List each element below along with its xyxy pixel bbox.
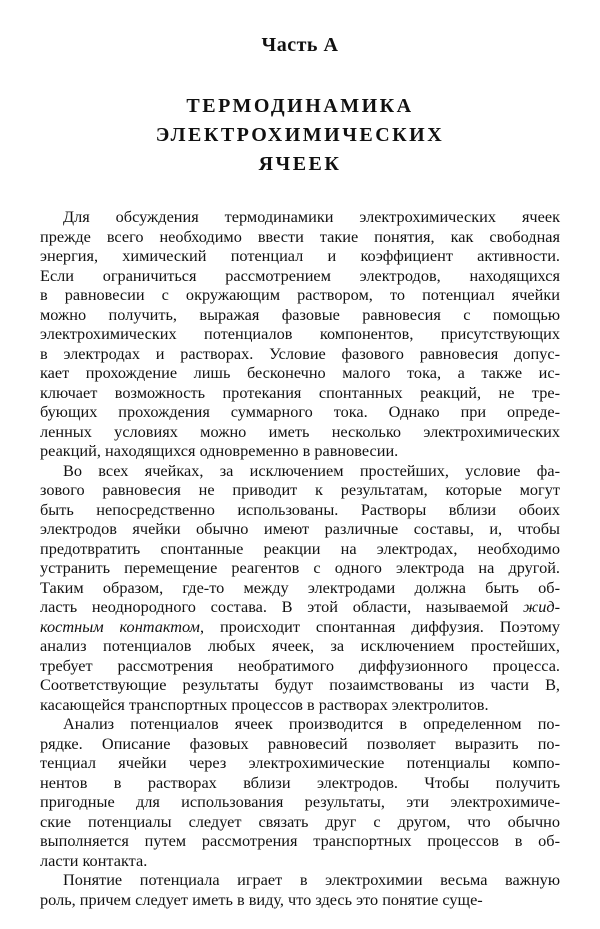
paragraph	[40, 207, 560, 461]
text-line: анализ потенциалов любых ячеек, за исключением простейших,	[40, 636, 560, 655]
text-line: Для обсуждения термодинамики электрохимических ячеек	[63, 207, 560, 226]
text-line: ские потенциалы следует связать друг с другом, что обычно	[40, 811, 560, 831]
text-line: Таким образом, где-то между электродами должна быть об-	[40, 577, 560, 597]
text-line: кает прохождение лишь бесконечно малого тока, а также ис-	[40, 363, 560, 382]
text-line: ленных условиях можно иметь несколько электрохимических	[40, 421, 560, 441]
text-line: ласть неоднородного состава. В этой области, называемой жид-	[40, 597, 560, 616]
text-line: нентов в растворах вблизи электродов. Чтобы получить	[40, 772, 560, 792]
part-title: Часть А	[261, 34, 339, 56]
text-line: можно получить, выражая фазовые равновесия с помощью	[40, 304, 560, 324]
text-line: рядке. Описание фазовых равновесий позволяет выразить по-	[40, 733, 560, 753]
text-line: ласти контакта.	[40, 850, 148, 870]
text-line: пригодные для использования результаты, эти электрохимиче-	[40, 792, 560, 811]
chapter-title	[40, 92, 560, 179]
text-line: быть непосредственно использованы. Растворы вблизи обоих	[40, 499, 560, 519]
text-line: реакций, находящихся одновременно в равновесии.	[40, 441, 399, 460]
text-line: устранить перемещение реагентов с одного электрода на другой.	[40, 558, 560, 577]
text-line: Во всех ячейках, за исключением простейших, условие фа-	[63, 460, 560, 480]
text-line: электродов ячейки обычно имеют различные составы, и, чтобы	[40, 519, 560, 538]
text-line: ключает возможность протекания спонтанных реакций, не тре-	[40, 382, 560, 402]
text-line: роль, причем следует иметь в виду, что здесь это понятие суще-	[40, 889, 483, 909]
text-line: Если ограничиться рассмотрением электродов, находящихся	[40, 265, 560, 285]
chapter-title-line-2: ЯЧЕЕК	[258, 153, 342, 175]
text-line: Анализ потенциалов ячеек производится в определенном по-	[63, 714, 560, 733]
text-line: требует рассмотрения необратимого диффузионного процесса.	[40, 655, 560, 675]
text-line: в электродах и растворах. Условие фазового равновесия допус-	[40, 343, 560, 363]
text-line: электрохимических потенциалов компонентов, присутствующих	[40, 324, 560, 343]
text-line: бующих прохождения суммарного тока. Однако при опреде-	[40, 402, 560, 421]
text-line: предотвратить спонтанные реакции на электродах, необходимо	[40, 538, 560, 558]
text-line: костным контактом, происходит спонтанная диффузия. Поэтому	[40, 616, 560, 636]
italic-term: костным контактом	[40, 616, 200, 636]
chapter-title-line-1: ТЕРМОДИНАМИКА ЭЛЕКТРОХИМИЧЕСКИХ	[155, 95, 445, 146]
text-line: Соответствующие результаты будут позаимствованы из части В,	[40, 675, 560, 694]
text-line: в равновесии с окружающим раствором, то потенциал ячейки	[40, 285, 560, 304]
italic-term: жид-	[523, 597, 560, 616]
paragraph	[40, 461, 560, 715]
text-line: зового равновесия не приводит к результатам, которые могут	[40, 480, 560, 499]
body-text	[40, 207, 560, 909]
text-line: энергия, химический потенциал и коэффициент активности.	[40, 246, 560, 265]
text-line: тенциал ячейки через электрохимические потенциалы компо-	[40, 753, 560, 772]
text-line: касающейся транспортных процессов в растворах электролитов.	[40, 694, 489, 714]
paragraph	[40, 714, 560, 870]
text-line: прежде всего необходимо ввести такие понятия, как свободная	[40, 226, 560, 246]
text-line: выполняется путем рассмотрения транспортных процессов в об-	[40, 831, 560, 850]
paragraph	[40, 870, 560, 909]
text-line: Понятие потенциала играет в электрохимии весьма важную	[63, 870, 560, 889]
